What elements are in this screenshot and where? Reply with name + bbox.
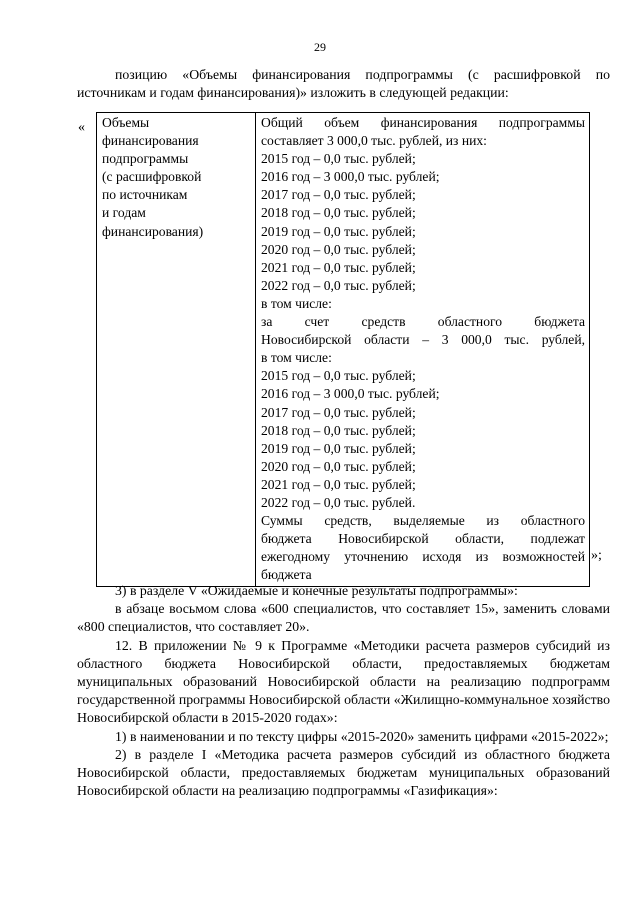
value-line: Новосибирской области – 3 000,0 тыс. рублей, [261,332,585,348]
value-line: 2022 год – 0,0 тыс. рублей. [261,494,416,510]
value-line: 2018 год – 0,0 тыс. рублей; [261,205,416,221]
value-line: бюджета Новосибирской области, подлежат [261,531,585,547]
value-line: составляет 3 000,0 тыс. рублей, из них: [261,133,487,149]
value-line: 2018 год – 0,0 тыс. рублей; [261,422,416,438]
body-text [77,582,610,800]
paragraph-appendix-9: 12. В приложении № 9 к Программе «Методики расчета размеров субсидий из областного бюджета Новосибирской области, предоставляемых бюджетам муниципальных образований Новосибирской области на реализацию подпрограмм государственной программы Новосибирской области «Жилищно-коммунальное хозяйство Новосибирской области в 2015-2020 годах»: [77,637,610,726]
value-line: 2022 год – 0,0 тыс. рублей; [261,277,416,293]
label-line: подпрограммы [102,151,189,167]
paragraph-title-change: 1) в наименовании и по тексту цифры «2015-2020» заменить цифрами «2015-2022»; [115,728,609,744]
value-line: 2020 год – 0,0 тыс. рублей; [261,241,416,257]
table-row [97,113,590,587]
value-cell [256,113,590,587]
label-line: (с расшифровкой [102,169,202,185]
page-number: 29 [314,40,326,54]
value-line: 2016 год – 3 000,0 тыс. рублей; [261,169,440,185]
value-line: 2015 год – 0,0 тыс. рублей; [261,368,416,384]
value-line: в том числе: [261,295,332,311]
value-line: за счет средств областного бюджета [261,314,585,330]
value-line: Общий объем финансирования подпрограммы [261,115,585,130]
paragraph-section-i: 2) в разделе I «Методика расчета размеров субсидий из областного бюджета Новосибирской области, предоставляемых бюджетам муниципальных образований Новосибирской области на реализацию подпрограммы «Газификация»: [77,746,610,799]
intro-paragraph: позицию «Объемы финансирования подпрограммы (с расшифровкой по источникам и годам финансирования)» изложить в следующей редакции: [77,67,610,100]
value-line: 2019 год – 0,0 тыс. рублей; [261,223,416,239]
label-line: финансирования) [102,223,204,239]
paragraph-specialists: в абзаце восьмом слова «600 специалистов, что составляет 15», заменить словами «800 специалистов, что составляет 20». [77,601,610,635]
label-cell [97,113,256,587]
value-line: 2021 год – 0,0 тыс. рублей; [261,476,416,492]
value-line: 2019 год – 0,0 тыс. рублей; [261,440,416,456]
value-line: в том числе: [261,350,332,366]
financing-table [96,112,590,587]
closing-quote: »; [591,548,602,563]
value-line: 2017 год – 0,0 тыс. рублей; [261,404,416,420]
label-line: по источникам [102,187,188,203]
value-line: 2015 год – 0,0 тыс. рублей; [261,151,416,167]
paragraph-section-v: 3) в разделе V «Ожидаемые и конечные результаты подпрограммы»: [115,583,518,598]
value-line: 2021 год – 0,0 тыс. рублей; [261,259,416,275]
value-line: Суммы средств, выделяемые из областного [261,513,585,529]
label-line: и годам [102,205,146,221]
opening-quote: « [78,120,85,135]
value-line: бюджета [261,567,312,583]
label-line: Объемы [102,115,150,130]
value-line: ежегодному уточнению исходя из возможностей [261,549,585,565]
value-line: 2020 год – 0,0 тыс. рублей; [261,458,416,474]
value-line: 2017 год – 0,0 тыс. рублей; [261,187,416,203]
label-line: финансирования [102,133,199,149]
value-line: 2016 год – 3 000,0 тыс. рублей; [261,386,440,402]
